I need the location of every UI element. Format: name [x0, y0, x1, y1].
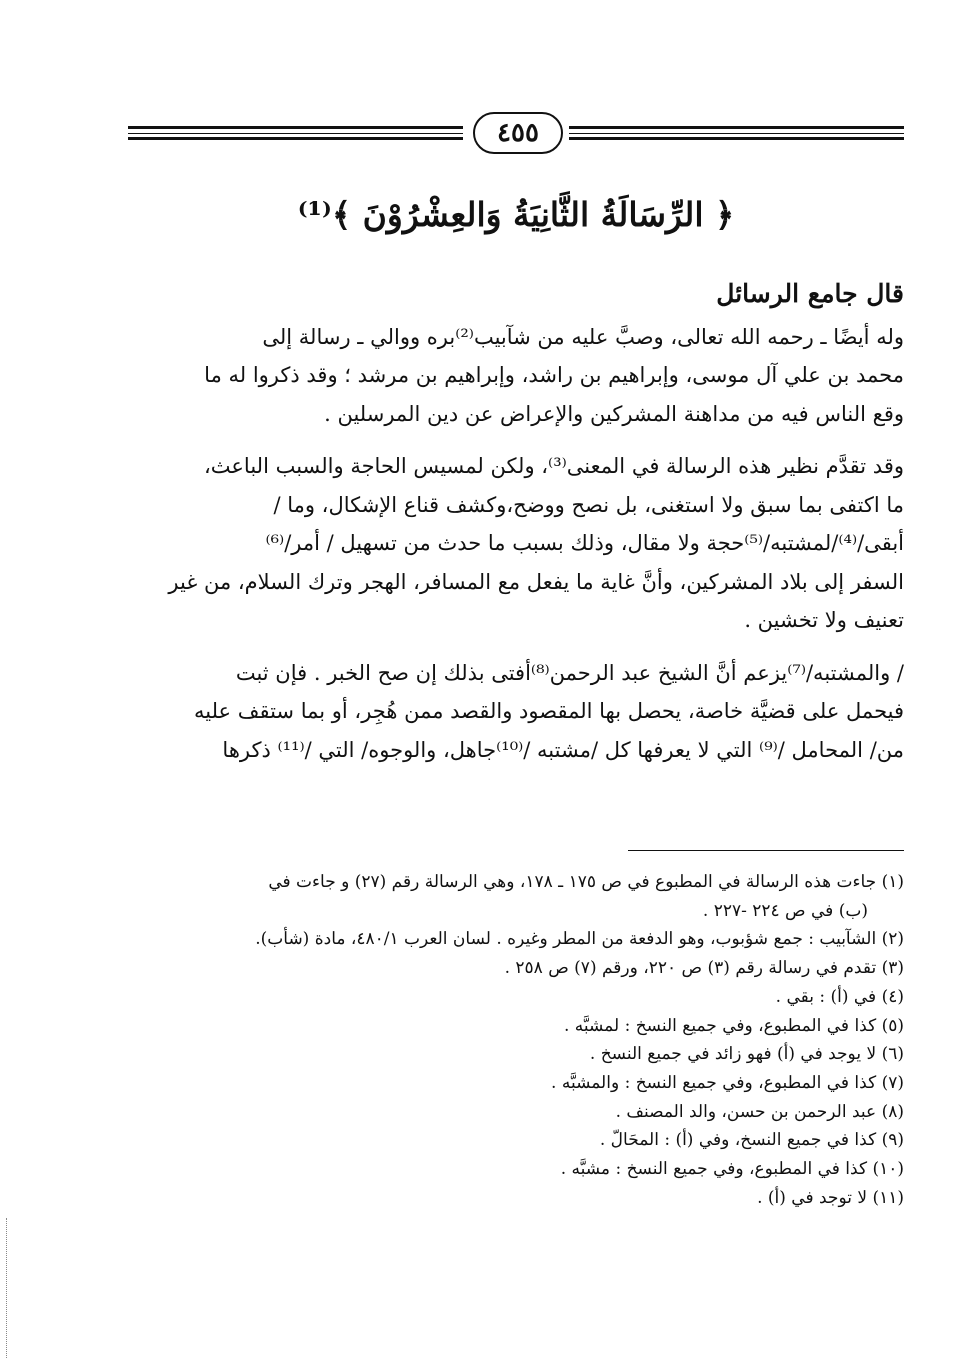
header-rule-right	[569, 126, 904, 129]
text-line: أبقى/⁽⁴⁾/لمشتبه/⁽⁵⁾حجة ولا مقال، وذلك بسبب ما حدث من تسهيل / أمر/⁽⁶⁾	[265, 531, 904, 555]
footnote-7: (٧) كذا في المطبوع، وفي جميع النسخ : والمشبَّه .	[551, 1072, 904, 1093]
text-line: وقع الناس فيه من مداهنة المشركين والإعراض عن دين المرسلين .	[324, 401, 904, 426]
letter-title: ﴿ الرِّسَالَةُ الثَّانِيَةُ وَالعِشْرُوْنَ ﴾⁽¹⁾	[297, 195, 735, 234]
body-text	[128, 275, 904, 783]
header-rule-right-thin	[569, 133, 904, 134]
header-rule-right-lower	[569, 137, 904, 140]
header-rule-left-thin	[128, 133, 463, 134]
header-rule-left-lower	[128, 137, 463, 140]
paragraph-3	[128, 654, 904, 770]
footnote-1-continued: (ب) في ص ٢٢٤ -٢٢٧ .	[702, 900, 868, 921]
section-heading: قال جامع الرسائل	[716, 279, 904, 308]
page-number: ٤٥٥	[473, 112, 563, 154]
text-line: من/ المحامل /⁽⁹⁾ التي لا يعرفها كل /مشتبه /⁽¹⁰⁾جاهل، والوجوه/ التي /⁽¹¹⁾ ذكرها	[222, 737, 904, 762]
text-line: / والمشتبه/⁽⁷⁾يزعم أنَّ الشيخ عبد الرحمن⁽⁸⁾أفتى بذلك إن صح الخبر . فإن ثبت	[235, 660, 904, 685]
footnote-10: (١٠) كذا في المطبوع، وفي جميع النسخ : مشبَّه .	[560, 1159, 904, 1180]
header-rule-left	[128, 126, 463, 129]
footnotes	[128, 868, 904, 1212]
paragraph-1	[128, 318, 904, 434]
footnote-6: (٦) لا يوجد في (أ) فهو زائد في جميع النسخ .	[589, 1044, 904, 1065]
footnote-3: (٣) تقدم في رسالة رقم (٣) ص ٢٢٠، ورقم (٧) ص ٢٥٨ .	[504, 958, 904, 979]
scan-margin-mark	[6, 1218, 7, 1358]
footnote-5: (٥) كذا في المطبوع، وفي جميع النسخ : لمشبَّه .	[563, 1015, 904, 1036]
footnote-8: (٨) عبد الرحمن بن حسن، والد المصنف .	[615, 1101, 904, 1122]
footnote-9: (٩) كذا في جميع النسخ، وفي (أ) : المحَالّ .	[599, 1130, 904, 1151]
text-line: وقد تقدَّم نظير هذه الرسالة في المعنى⁽³⁾، ولكن لمسيس الحاجة والسبب الباعث،	[204, 454, 904, 478]
page-header	[128, 112, 904, 156]
footnote-1: (١) جاءت هذه الرسالة في المطبوع في ص ١٧٥ ـ ١٧٨، وهي الرسالة رقم (٢٧) و جاءت في	[268, 872, 904, 892]
footnote-4: (٤) في (أ) : بقي .	[775, 986, 904, 1007]
paragraph-2	[128, 447, 904, 640]
text-line: فيحمل على قضيَّة خاصة، يحصل بها المقصود والقصد ممن هُجِر، أو بما ستقف عليه	[193, 699, 904, 723]
footnote-2: (٢) الشآبيب : جمع شؤبوب، وهو الدفعة من المطر وغيره . لسان العرب ٤٨٠/١، مادة (شأب).	[255, 929, 904, 950]
footnote-divider	[628, 850, 904, 851]
text-line: ما اكتفى بما سبق ولا استغنى، بل نصح ووضح،وكشف قناع الإشكال، وما /	[273, 492, 904, 517]
footnote-11: (١١) لا توجد في (أ) .	[757, 1187, 904, 1208]
text-line: تعنيف ولا تخشين .	[744, 608, 904, 632]
text-line: السفر إلى بلاد المشركين، وأنَّ غاية ما يفعل مع المسافر، الهجر وترك السلام، من غير	[168, 569, 904, 594]
text-line: وله أيضًا ـ رحمه الله تعالى، وصبَّ عليه من شآبيب⁽²⁾بره ووالي ـ رسالة إلى	[262, 324, 904, 349]
text-line: محمد بن علي آل موسى، وإبراهيم بن راشد، وإبراهيم بن مرشد ؛ وقد ذكروا له ما	[204, 363, 904, 387]
